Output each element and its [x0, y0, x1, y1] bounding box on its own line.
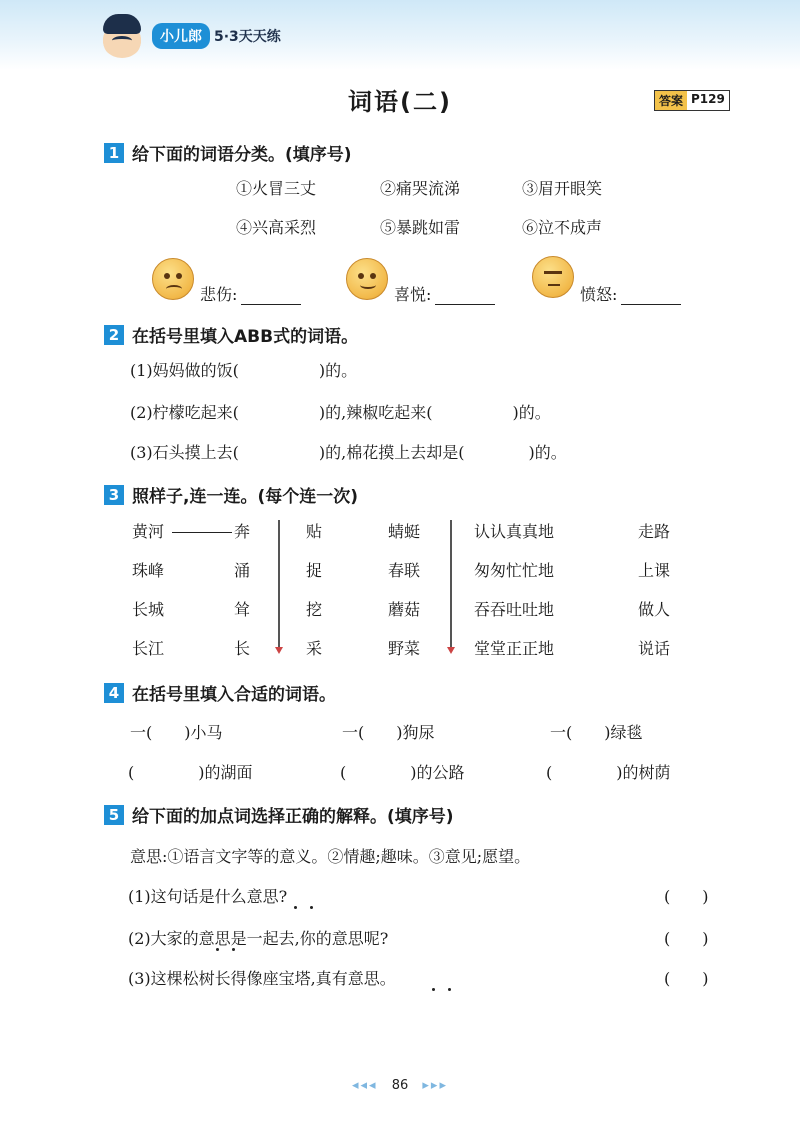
q3-col-verbs2 — [306, 520, 322, 676]
q4-item[interactable]: ( )的树荫 — [546, 763, 671, 782]
q2-line-1: (1)妈妈做的饭( )的。 — [130, 361, 358, 380]
q3-col5-item[interactable]: 认认真真地 — [474, 522, 555, 541]
q3-example-line — [172, 532, 232, 533]
q3-col1-item[interactable]: 长城 — [132, 600, 165, 619]
q1-item-4: ④兴高采烈 — [236, 218, 317, 237]
q1-cat-angry — [580, 282, 681, 305]
q3-col6-item[interactable]: 上课 — [638, 561, 671, 580]
q5-answer-2[interactable]: ( ) — [664, 929, 709, 948]
q5-heading — [104, 802, 454, 827]
q3-col-nouns — [388, 520, 420, 676]
page-number: 86 — [391, 1078, 409, 1093]
q5-line-1: (1)这句话是什么意思? — [128, 887, 288, 906]
q3-col2-item[interactable]: 奔 — [234, 522, 251, 541]
q3-col4-item[interactable]: 蘑菇 — [388, 600, 421, 619]
q3-col6-item[interactable]: 做人 — [638, 600, 671, 619]
q3-col3-item[interactable]: 挖 — [306, 600, 323, 619]
q3-col5-item[interactable]: 匆匆忙忙地 — [474, 561, 555, 580]
q4-item[interactable]: ( )的公路 — [340, 763, 465, 782]
q5-text: 给下面的加点词选择正确的解释。(填序号) — [132, 807, 454, 827]
q2-heading — [104, 322, 358, 347]
q1-text: 给下面的词语分类。(填序号) — [132, 145, 352, 165]
q1-cat-happy — [394, 282, 495, 305]
q5-emphasis-dots-3 — [428, 988, 458, 992]
brand — [100, 14, 281, 58]
q1-cat-sad — [200, 282, 301, 305]
q4-item[interactable]: 一( )小马 — [130, 723, 223, 742]
q3-number: 3 — [104, 485, 124, 505]
angry-face-icon — [532, 256, 574, 298]
q2-number: 2 — [104, 325, 124, 345]
q3-heading — [104, 482, 358, 507]
q3-col2-item[interactable]: 涌 — [234, 561, 251, 580]
q5-emphasis-dots-2 — [212, 948, 242, 952]
q3-col6-item[interactable]: 走路 — [638, 522, 671, 541]
q4-item[interactable]: 一( )绿毯 — [550, 723, 643, 742]
q1-blank-sad[interactable] — [241, 291, 301, 305]
q4-item[interactable]: ( )的湖面 — [128, 763, 253, 782]
sad-face-icon — [152, 258, 194, 300]
q1-item-2: ②痛哭流涕 — [380, 179, 461, 198]
q4-item[interactable]: 一( )狗尿 — [342, 723, 435, 742]
q5-line-3: (3)这棵松树长得像座宝塔,真有意思。 — [128, 969, 396, 988]
prev-arrows-icon: ◂◂◂ — [352, 1078, 378, 1093]
answer-tag — [654, 90, 730, 111]
q3-col3-item[interactable]: 贴 — [306, 522, 323, 541]
q5-answer-1[interactable]: ( ) — [664, 887, 709, 906]
q3-col1-item[interactable]: 珠峰 — [132, 561, 165, 580]
q1-cat-sad-label: 悲伤: — [200, 285, 238, 304]
q1-heading — [104, 140, 352, 165]
q3-col2-item[interactable]: 耸 — [234, 600, 251, 619]
q1-item-1: ①火冒三丈 — [236, 179, 317, 198]
q3-col5-item[interactable]: 堂堂正正地 — [474, 639, 555, 658]
q5-definition: 意思:①语言文字等的意义。②情趣;趣味。③意见;愿望。 — [130, 847, 531, 866]
q3-col5-item[interactable]: 吞吞吐吐地 — [474, 600, 555, 619]
page-title: 词语(二) — [348, 88, 452, 116]
q4-text: 在括号里填入合适的词语。 — [132, 685, 336, 705]
happy-face-icon — [346, 258, 388, 300]
q3-col1-item[interactable]: 黄河 — [132, 522, 165, 541]
q3-col1-item[interactable]: 长江 — [132, 639, 165, 658]
q3-col3-item[interactable]: 捉 — [306, 561, 323, 580]
q1-blank-angry[interactable] — [621, 291, 681, 305]
q3-text: 照样子,连一连。(每个连一次) — [132, 487, 358, 507]
next-arrows-icon: ▸▸▸ — [422, 1078, 448, 1093]
q3-col-actions — [638, 520, 670, 676]
q2-line-3: (3)石头摸上去( )的,棉花摸上去却是( )的。 — [130, 443, 567, 462]
q5-emphasis-dots-1 — [290, 906, 320, 910]
q3-divider-2 — [450, 520, 452, 648]
q3-col4-item[interactable]: 春联 — [388, 561, 421, 580]
mascot-icon — [100, 14, 144, 58]
q3-col4-item[interactable]: 蜻蜓 — [388, 522, 421, 541]
q3-col-rivers — [132, 520, 164, 676]
q3-col3-item[interactable]: 采 — [306, 639, 323, 658]
answer-label: 答案 — [655, 91, 687, 110]
q5-answer-3[interactable]: ( ) — [664, 969, 709, 988]
q1-number: 1 — [104, 143, 124, 163]
q5-line-2: (2)大家的意思是一起去,你的意思呢? — [128, 929, 389, 948]
q3-col-verbs1 — [234, 520, 250, 676]
q1-item-3: ③眉开眼笑 — [522, 179, 603, 198]
q3-col4-item[interactable]: 野菜 — [388, 639, 421, 658]
brand-name: 小儿郎 — [152, 23, 210, 49]
q2-text: 在括号里填入ABB式的词语。 — [132, 327, 359, 347]
q4-heading — [104, 680, 336, 705]
q3-col-adverbs — [474, 520, 554, 676]
q1-cat-angry-label: 愤怒: — [580, 285, 618, 304]
q3-divider-1 — [278, 520, 280, 648]
q2-line-2: (2)柠檬吃起来( )的,辣椒吃起来( )的。 — [130, 403, 551, 422]
page-footer — [0, 1078, 800, 1093]
brand-series: 5·3天天练 — [214, 29, 281, 45]
q3-col2-item[interactable]: 长 — [234, 639, 251, 658]
q4-number: 4 — [104, 683, 124, 703]
q3-col6-item[interactable]: 说话 — [638, 639, 671, 658]
q1-item-5: ⑤暴跳如雷 — [380, 218, 461, 237]
q1-blank-happy[interactable] — [435, 291, 495, 305]
q5-number: 5 — [104, 805, 124, 825]
q1-cat-happy-label: 喜悦: — [394, 285, 432, 304]
answer-page: P129 — [691, 92, 725, 106]
q1-item-6: ⑥泣不成声 — [522, 218, 603, 237]
